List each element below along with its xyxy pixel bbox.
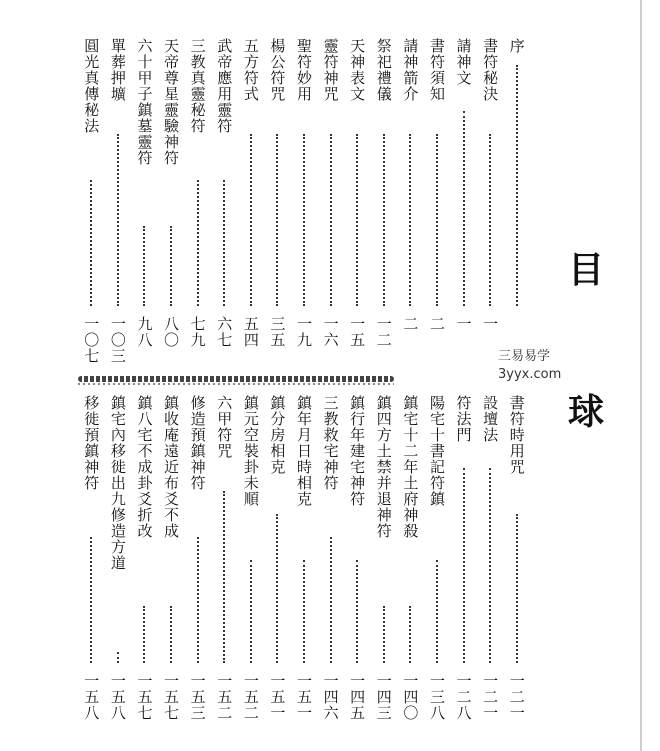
toc-leader-dots	[409, 606, 411, 663]
toc-leader-dots	[489, 468, 491, 663]
toc-entry-title: 鎮元空裝卦未順	[241, 395, 260, 507]
toc-leader-dots	[117, 652, 119, 663]
toc-entry	[426, 38, 448, 368]
toc-entry-page: 七九	[188, 316, 207, 348]
toc-leader-dots	[303, 134, 305, 306]
toc-entry-title: 圓光真傳秘法	[82, 38, 101, 134]
toc-leader-dots	[250, 560, 252, 663]
toc-entry	[399, 38, 421, 368]
toc-entry	[453, 395, 475, 725]
toc-entry-title: 三教真靈秘符	[188, 38, 207, 134]
toc-entry-title: 請神箭介	[401, 38, 420, 102]
toc-entry-title: 書符須知	[427, 38, 446, 102]
toc-leader-dots	[170, 226, 172, 306]
section-divider-dots	[78, 383, 394, 385]
toc-leader-dots	[516, 514, 518, 663]
toc-leader-dots	[303, 560, 305, 663]
contents-heading-bottom: 球	[567, 391, 604, 433]
toc-entry-title: 鎮行年建宅神符	[348, 395, 367, 507]
toc-entry-title: 靈符神咒	[321, 38, 340, 102]
toc-leader-dots	[489, 134, 491, 306]
toc-leader-dots	[276, 134, 278, 306]
toc-entry-page: 一五一	[295, 673, 313, 721]
watermark-name: 三易易学	[498, 349, 551, 364]
toc-entry-page: 一〇七	[82, 316, 101, 364]
toc-entry	[346, 395, 368, 725]
toc-entry-title: 鎮收庵遠近布爻不成	[162, 395, 181, 539]
toc-entry-title: 鎮分房相克	[268, 395, 287, 475]
toc-entry-title: 陽宅十書記符鎮	[427, 395, 446, 507]
toc-entry-title: 三教救宅神符	[321, 395, 340, 491]
toc-leader-dots	[383, 134, 385, 306]
toc-entry-page: 六七	[215, 316, 234, 348]
toc-entry-page: 一五八	[82, 673, 101, 721]
toc-entry-title: 天帝尊星靈驗神符	[162, 38, 181, 166]
toc-leader-dots	[197, 180, 199, 306]
toc-entry	[373, 395, 395, 725]
toc-entry-page: 一九	[295, 316, 313, 348]
toc-entry-page: 一五	[348, 316, 367, 348]
toc-entry	[293, 395, 315, 725]
toc-entry	[320, 38, 342, 368]
toc-leader-dots	[250, 134, 252, 306]
toc-entry	[80, 38, 102, 368]
toc-entry-title: 單葬押壙	[108, 38, 127, 102]
toc-entry-page: 二	[401, 316, 420, 332]
toc-entry-title: 武帝應用靈符	[215, 38, 234, 134]
toc-top-section	[78, 38, 530, 368]
toc-leader-dots	[409, 134, 411, 306]
toc-entry	[266, 38, 288, 368]
toc-leader-dots	[197, 537, 199, 663]
toc-entry-page: 一五二	[215, 673, 234, 721]
toc-entry-page: 一五一	[268, 673, 287, 721]
toc-entry	[266, 395, 288, 725]
toc-entry-title: 六十甲子鎮墓靈符	[135, 38, 154, 166]
toc-entry	[399, 395, 421, 725]
toc-leader-dots	[356, 560, 358, 663]
toc-entry	[107, 38, 129, 368]
toc-entry-title: 祭祀禮儀	[374, 38, 393, 102]
toc-entry-title: 移徙預鎮神符	[82, 395, 101, 491]
toc-entry	[240, 395, 262, 725]
toc-entry	[240, 38, 262, 368]
toc-leader-dots	[143, 226, 145, 306]
toc-entry	[213, 395, 235, 725]
toc-leader-dots	[436, 134, 438, 306]
toc-entry-title: 天神表文	[348, 38, 367, 102]
toc-entry-title: 鎮宅內移徙出九修造方道	[108, 395, 127, 571]
toc-entry-page: 一二八	[454, 673, 473, 721]
toc-leader-dots	[90, 180, 92, 306]
toc-entry-page: 一四三	[374, 673, 393, 721]
toc-entry-page: 一四六	[321, 673, 340, 721]
toc-entry-page: 一四〇	[401, 673, 420, 721]
toc-leader-dots	[223, 180, 225, 306]
toc-leader-dots	[117, 134, 119, 306]
toc-leader-dots	[463, 468, 465, 663]
toc-entry	[453, 38, 475, 368]
toc-entry	[373, 38, 395, 368]
page-edge	[640, 0, 642, 751]
toc-entry	[426, 395, 448, 725]
toc-entry	[133, 38, 155, 368]
toc-entry	[320, 395, 342, 725]
toc-entry	[160, 395, 182, 725]
toc-bottom-section	[78, 395, 530, 725]
section-divider	[78, 376, 394, 382]
toc-entry-title: 聖符妙用	[295, 38, 313, 102]
toc-entry	[133, 395, 155, 725]
contents-heading-top: 目	[567, 249, 604, 291]
toc-entry-page: 一	[454, 316, 473, 332]
toc-leader-dots	[436, 560, 438, 663]
toc-entry-page: 一二一	[481, 673, 500, 721]
toc-entry-page: 一五三	[188, 673, 207, 721]
toc-leader-dots	[356, 134, 358, 306]
toc-entry	[187, 395, 209, 725]
toc-entry-page: 一五七	[162, 673, 181, 721]
toc-entry-title: 設壇法	[481, 395, 500, 443]
toc-entry	[107, 395, 129, 725]
toc-entry-page: 一五七	[135, 673, 154, 721]
toc-entry-page: 一五二	[241, 673, 260, 721]
toc-entry	[293, 38, 315, 368]
toc-entry-title: 鎮年月日時相克	[295, 395, 313, 507]
toc-entry-page: 五四	[241, 316, 260, 348]
toc-entry	[187, 38, 209, 368]
toc-entry	[479, 395, 501, 725]
toc-entry	[80, 395, 102, 725]
toc-leader-dots	[383, 606, 385, 663]
toc-entry	[506, 395, 528, 725]
toc-entry-title: 修造預鎮神符	[188, 395, 207, 491]
toc-entry-title: 書符秘決	[481, 38, 500, 102]
toc-entry-title: 六甲符咒	[215, 395, 234, 459]
toc-entry-page: 八〇	[162, 316, 181, 348]
toc-entry-title: 鎮宅十二年土府神殺	[401, 395, 420, 539]
toc-entry-title: 符法門	[454, 395, 473, 443]
toc-leader-dots	[463, 111, 465, 306]
toc-entry-title: 楊公符咒	[268, 38, 287, 102]
toc-entry-title: 鎮四方土禁并退神符	[374, 395, 393, 539]
toc-leader-dots	[330, 134, 332, 306]
toc-entry-title: 鎮八宅不成卦爻折改	[135, 395, 154, 539]
toc-entry-page: 一五八	[108, 673, 127, 721]
toc-entry	[506, 38, 528, 368]
toc-entry-page: 二	[427, 316, 446, 332]
toc-entry-page: 一二	[374, 316, 393, 348]
toc-entry-page: 一三八	[427, 673, 446, 721]
toc-entry	[346, 38, 368, 368]
toc-entry-title: 序	[507, 38, 526, 54]
toc-leader-dots	[170, 606, 172, 663]
watermark-site: 3yyx.com	[498, 367, 562, 382]
toc-entry-title: 請神文	[454, 38, 473, 86]
toc-entry-page: 九八	[135, 316, 154, 348]
toc-entry-page: 三五	[268, 316, 287, 348]
toc-entry-page: 一六	[321, 316, 340, 348]
toc-entry-title: 書符時用咒	[507, 395, 526, 475]
toc-leader-dots	[223, 491, 225, 663]
toc-entry-title: 五方符式	[241, 38, 260, 102]
toc-leader-dots	[90, 537, 92, 663]
toc-entry-page: 一	[481, 316, 500, 332]
toc-entry-page: 一二一	[507, 673, 526, 721]
toc-leader-dots	[330, 537, 332, 663]
toc-entry-page: 一〇三	[108, 316, 127, 364]
toc-leader-dots	[276, 514, 278, 663]
toc-leader-dots	[516, 65, 518, 306]
toc-entry	[479, 38, 501, 368]
toc-entry	[160, 38, 182, 368]
toc-entry	[213, 38, 235, 368]
toc-leader-dots	[143, 606, 145, 663]
toc-entry-page: 一四五	[348, 673, 367, 721]
